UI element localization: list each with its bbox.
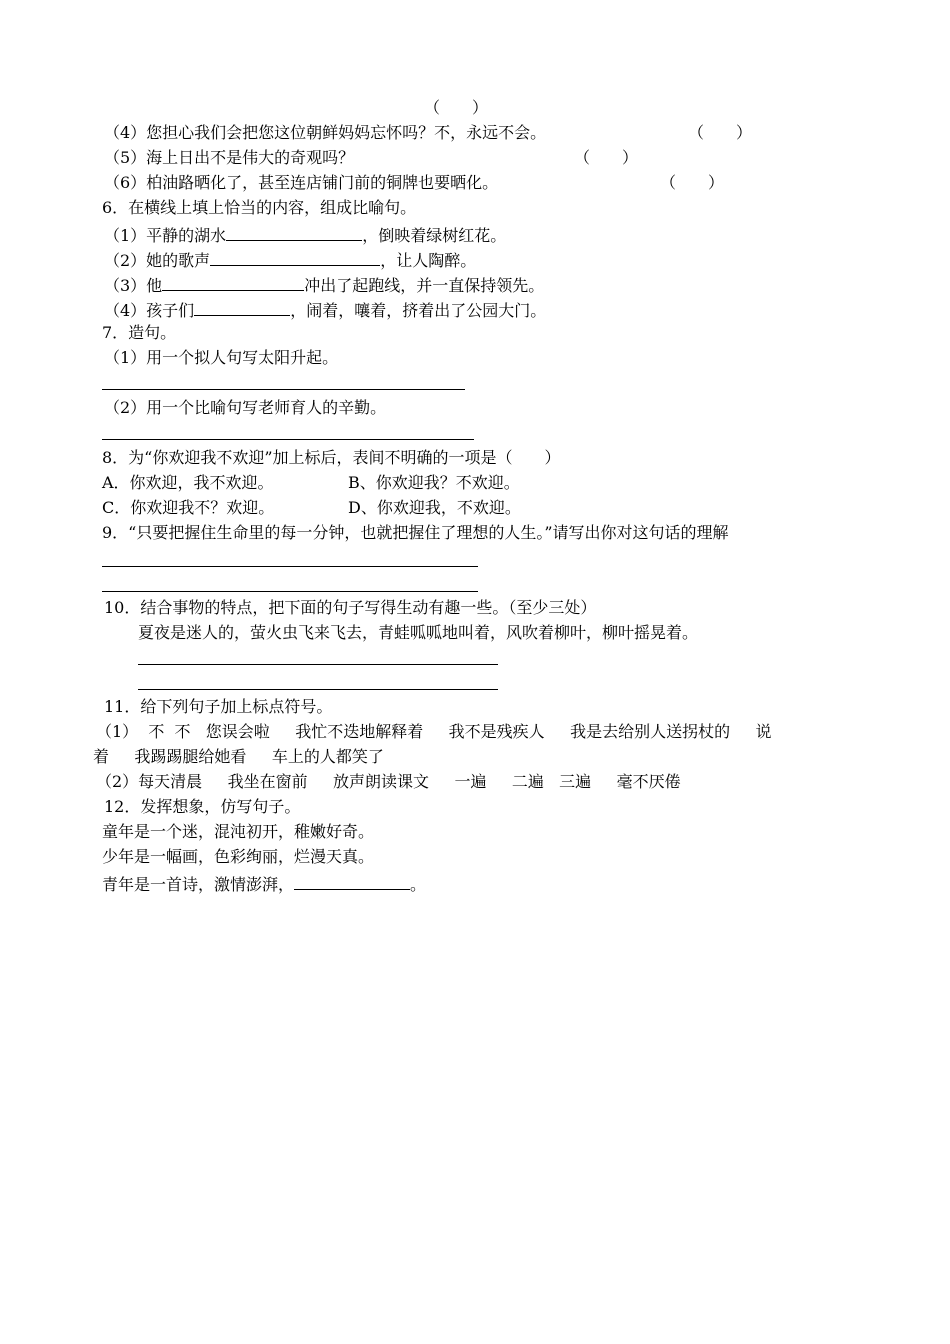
q12-line-3	[102, 872, 426, 892]
q6-item-3-end: 冲出了起跑线，并一直保持领先。	[304, 276, 545, 295]
answer-paren: （ ）	[574, 148, 639, 167]
fill-blank[interactable]	[226, 223, 362, 241]
q8-option-c: C．你欢迎我不？欢迎。	[102, 498, 275, 517]
answer-line[interactable]	[138, 689, 498, 690]
q12-line-3-end: 。	[410, 875, 427, 894]
q6-item-1-end: ，倒映着绿树红花。	[362, 226, 507, 245]
q6-item-2	[104, 248, 476, 268]
q11-item-1-line-1: （1） 不 不 您误会啦 我忙不迭地解释着 我不是残疾人 我是去给别人送拐杖的 说	[96, 722, 772, 741]
fill-blank[interactable]	[210, 248, 380, 266]
q6-title: 6．在横线上填上恰当的内容，组成比喻句。	[102, 198, 417, 217]
q6-item-3-start: （3）他	[104, 276, 163, 295]
q5-item-5: （5）海上日出不是伟大的奇观吗？	[104, 148, 355, 167]
q5-item-4: （4）您担心我们会把您这位朝鲜妈妈忘怀吗？不，永远不会。	[104, 123, 547, 142]
fill-blank[interactable]	[294, 872, 410, 890]
answer-line[interactable]	[102, 389, 465, 390]
q12-line-1: 童年是一个迷，混沌初开，稚嫩好奇。	[102, 822, 375, 841]
fill-blank[interactable]	[162, 273, 304, 291]
q6-item-4-end: ，闹着，嚷着，挤着出了公园大门。	[290, 301, 547, 320]
answer-paren: （ ）	[688, 123, 753, 142]
q11-item-1-line-2: 着 我踢踢腿给她看 车上的人都笑了	[93, 747, 384, 766]
q7-title: 7．造句。	[102, 323, 177, 342]
q6-item-2-start: （2）她的歌声	[104, 251, 211, 270]
q6-item-2-end: ，让人陶醉。	[380, 251, 477, 270]
q6-item-1-start: （1）平静的湖水	[104, 226, 227, 245]
fill-blank[interactable]	[194, 298, 290, 316]
answer-paren: （ ）	[660, 173, 725, 192]
q5-item-6: （6）柏油路晒化了，甚至连店铺门前的铜牌也要晒化。	[104, 173, 499, 192]
q6-item-1	[104, 223, 506, 243]
answer-line[interactable]	[102, 591, 478, 592]
answer-line[interactable]	[102, 566, 478, 567]
q12-line-3-start: 青年是一首诗，激情澎湃，	[102, 875, 295, 894]
q10-title: 10．结合事物的特点，把下面的句子写得生动有趣一些。（至少三处）	[104, 598, 597, 617]
answer-paren: （ ）	[424, 98, 489, 117]
q7-item-1: （1）用一个拟人句写太阳升起。	[104, 348, 339, 367]
q8-option-b: B、你欢迎我？不欢迎。	[348, 473, 520, 492]
answer-line[interactable]	[102, 439, 474, 440]
q9-title: 9．“只要把握住生命里的每一分钟，也就把握住了理想的人生。”请写出你对这句话的理解	[102, 523, 729, 542]
q10-text: 夏夜是迷人的，萤火虫飞来飞去，青蛙呱呱地叫着，风吹着柳叶，柳叶摇晃着。	[138, 623, 699, 642]
q11-item-2: （2）每天清晨 我坐在窗前 放声朗读课文 一遍 二遍 三遍 毫不厌倦	[96, 772, 681, 791]
q7-item-2: （2）用一个比喻句写老师育人的辛勤。	[104, 398, 387, 417]
q12-title: 12．发挥想象，仿写句子。	[104, 797, 301, 816]
q6-item-4	[104, 298, 546, 318]
q8-title: 8．为“你欢迎我不欢迎”加上标后，表间不明确的一项是（ ）	[102, 448, 561, 467]
q8-option-a: A．你欢迎，我不欢迎。	[102, 473, 274, 492]
q8-option-d: D、你欢迎我，不欢迎。	[348, 498, 521, 517]
q6-item-3	[104, 273, 544, 293]
q6-item-4-start: （4）孩子们	[104, 301, 195, 320]
q11-title: 11．给下列句子加上标点符号。	[104, 697, 333, 716]
answer-line[interactable]	[138, 664, 498, 665]
q12-line-2: 少年是一幅画，色彩绚丽，烂漫天真。	[102, 847, 375, 866]
